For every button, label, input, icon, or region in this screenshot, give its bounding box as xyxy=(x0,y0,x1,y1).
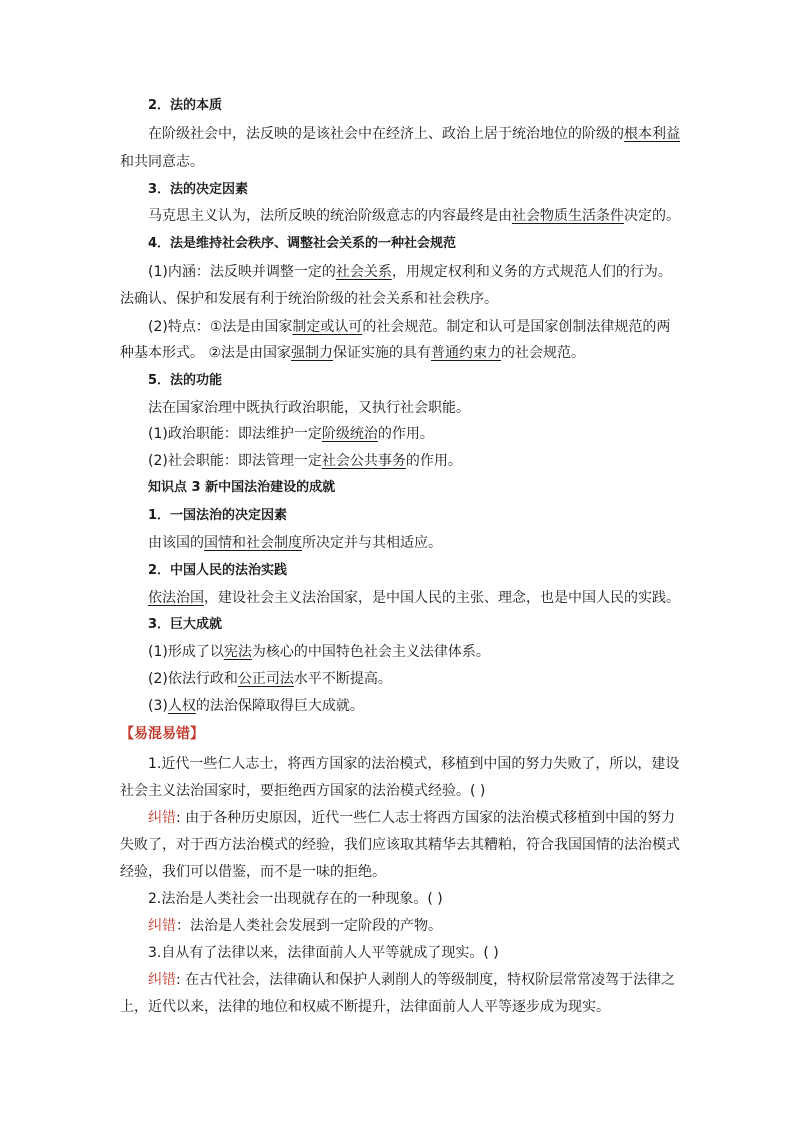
text: : 由于各种历史原因，近代一些仁人志士将西方国家的法治模式移植到中国的努力 xyxy=(176,810,676,826)
text: 的法治保障取得巨大成就。 xyxy=(195,698,364,714)
section-2-para-line1 xyxy=(148,124,680,144)
underlined-term: 国情和社会制度 xyxy=(204,535,302,551)
section-3-title: 3．法的决定因素 xyxy=(148,182,249,197)
underlined-term: 公正司法 xyxy=(237,671,294,687)
section-5-title: 5．法的功能 xyxy=(148,373,223,388)
text: (1)内涵：法反映并调整一定的 xyxy=(148,264,336,280)
section-3-para xyxy=(148,206,680,226)
kp3-item1-title: 1．一国法治的决定因素 xyxy=(148,508,288,523)
text: (2)特点：①法是由国家 xyxy=(148,319,293,335)
text: 的社会规范。制定和认可是国家创制法律规范的两 xyxy=(362,319,671,335)
text: 所决定并与其相适应。 xyxy=(302,535,442,551)
answer-1-line1 xyxy=(148,808,680,828)
underlined-term: 人权 xyxy=(167,698,196,714)
text: (2)依法行政和 xyxy=(148,671,238,687)
underlined-term: 阶级统治 xyxy=(321,426,378,442)
section-4-line3 xyxy=(148,317,680,337)
answer-1-line2: 失败了，对于西方法治模式的经验，我们应该取其精华去其糟粕，符合我国国情的法治模式 xyxy=(120,837,680,853)
underlined-term: 社会公共事务 xyxy=(321,453,406,469)
text: : 在古代社会，法律确认和保护人剥削人的等级制度，特权阶层常常凌驾于法律之 xyxy=(176,972,676,988)
text: 的作用。 xyxy=(377,426,434,442)
kp3-item2-text xyxy=(148,588,680,608)
text: 马克思主义认为，法所反映的统治阶级意志的内容最终是由 xyxy=(148,208,512,224)
section-5-line3 xyxy=(148,451,680,471)
correction-label: 纠错 xyxy=(148,918,176,934)
kp3-item3-title: 3．巨大成就 xyxy=(148,617,223,632)
text: 由该国的 xyxy=(148,535,204,551)
answer-1-line3: 经验，我们可以借鉴，而不是一味的拒绝。 xyxy=(120,864,386,880)
section-4-line2: 法确认、保护和发展有利于统治阶级的社会关系和社会秩序。 xyxy=(120,291,498,307)
text: (1)政治职能：即法维护一定 xyxy=(148,426,322,442)
text: (2)社会职能：即法管理一定 xyxy=(148,453,322,469)
underlined-term: 根本利益 xyxy=(624,126,680,142)
text: 的社会规范。 xyxy=(501,345,586,361)
text: 种基本形式。 ②法是由国家 xyxy=(120,345,292,361)
text: 的作用。 xyxy=(405,453,462,469)
section-2-title: 2．法的本质 xyxy=(148,98,223,113)
correction-label: 纠错 xyxy=(148,972,176,988)
section-4-line4 xyxy=(120,343,680,363)
kp3-item3-line2 xyxy=(148,669,680,689)
question-1-line2: 社会主义法治国家时，要拒绝西方国家的法治模式经验。( ) xyxy=(120,783,486,799)
text: ，建设社会主义法治国家，是中国人民的主张、理念，也是中国人民的实践。 xyxy=(204,590,680,606)
confusion-section-title: 【易混易错】 xyxy=(120,726,204,742)
question-3: 3.自从有了法律以来，法律面前人人平等就成了现实。( ) xyxy=(148,945,499,961)
correction-label: 纠错 xyxy=(148,810,176,826)
section-4-line1 xyxy=(148,262,680,282)
answer-3-line2: 上，近代以来，法律的地位和权威不断提升，法律面前人人平等逐步成为现实。 xyxy=(120,999,610,1015)
underlined-term: 宪法 xyxy=(223,644,252,660)
knowledge-point-3-title: 知识点 3 新中国法治建设的成就 xyxy=(148,480,336,495)
text: (1)形成了以 xyxy=(148,644,224,660)
text: (3) xyxy=(148,698,168,714)
text: ：法治是人类社会发展到一定阶段的产物。 xyxy=(176,918,442,934)
underlined-term: 社会物质生活条件 xyxy=(512,208,624,224)
section-4-title: 4．法是维持社会秩序、调整社会关系的一种社会规范 xyxy=(148,236,457,251)
text: 水平不断提高。 xyxy=(293,671,392,687)
kp3-item3-line1 xyxy=(148,642,680,662)
underlined-term: 依法治国 xyxy=(148,590,204,606)
section-5-line2 xyxy=(148,424,680,444)
text: ，用规定权利和义务的方式规范人们的行为。 xyxy=(391,264,672,280)
answer-3-line1 xyxy=(148,970,680,990)
text: 在阶级社会中，法反映的是该社会中在经济上、政治上居于统治地位的阶级的 xyxy=(148,126,624,142)
kp3-item3-line3 xyxy=(148,696,680,716)
kp3-item1-text xyxy=(148,533,680,553)
text: 保证实施的具有 xyxy=(333,345,432,361)
underlined-term: 社会关系 xyxy=(335,264,392,280)
underlined-term: 制定或认可 xyxy=(292,319,363,335)
section-2-para-line2: 和共同意志。 xyxy=(120,154,204,170)
underlined-term: 普通约束力 xyxy=(431,345,502,361)
underlined-term: 强制力 xyxy=(291,345,334,361)
text: 为核心的中国特色社会主义法律体系。 xyxy=(251,644,490,660)
text: 决定的。 xyxy=(624,208,680,224)
answer-2 xyxy=(148,916,680,936)
question-1-line1: 1.近代一些仁人志士，将西方国家的法治模式，移植到中国的努力失败了，所以，建设 xyxy=(148,756,680,772)
kp3-item2-title: 2．中国人民的法治实践 xyxy=(148,563,288,578)
section-5-line1: 法在国家治理中既执行政治职能，又执行社会职能。 xyxy=(148,400,470,416)
question-2: 2.法治是人类社会一出现就存在的一种现象。( ) xyxy=(148,891,443,907)
